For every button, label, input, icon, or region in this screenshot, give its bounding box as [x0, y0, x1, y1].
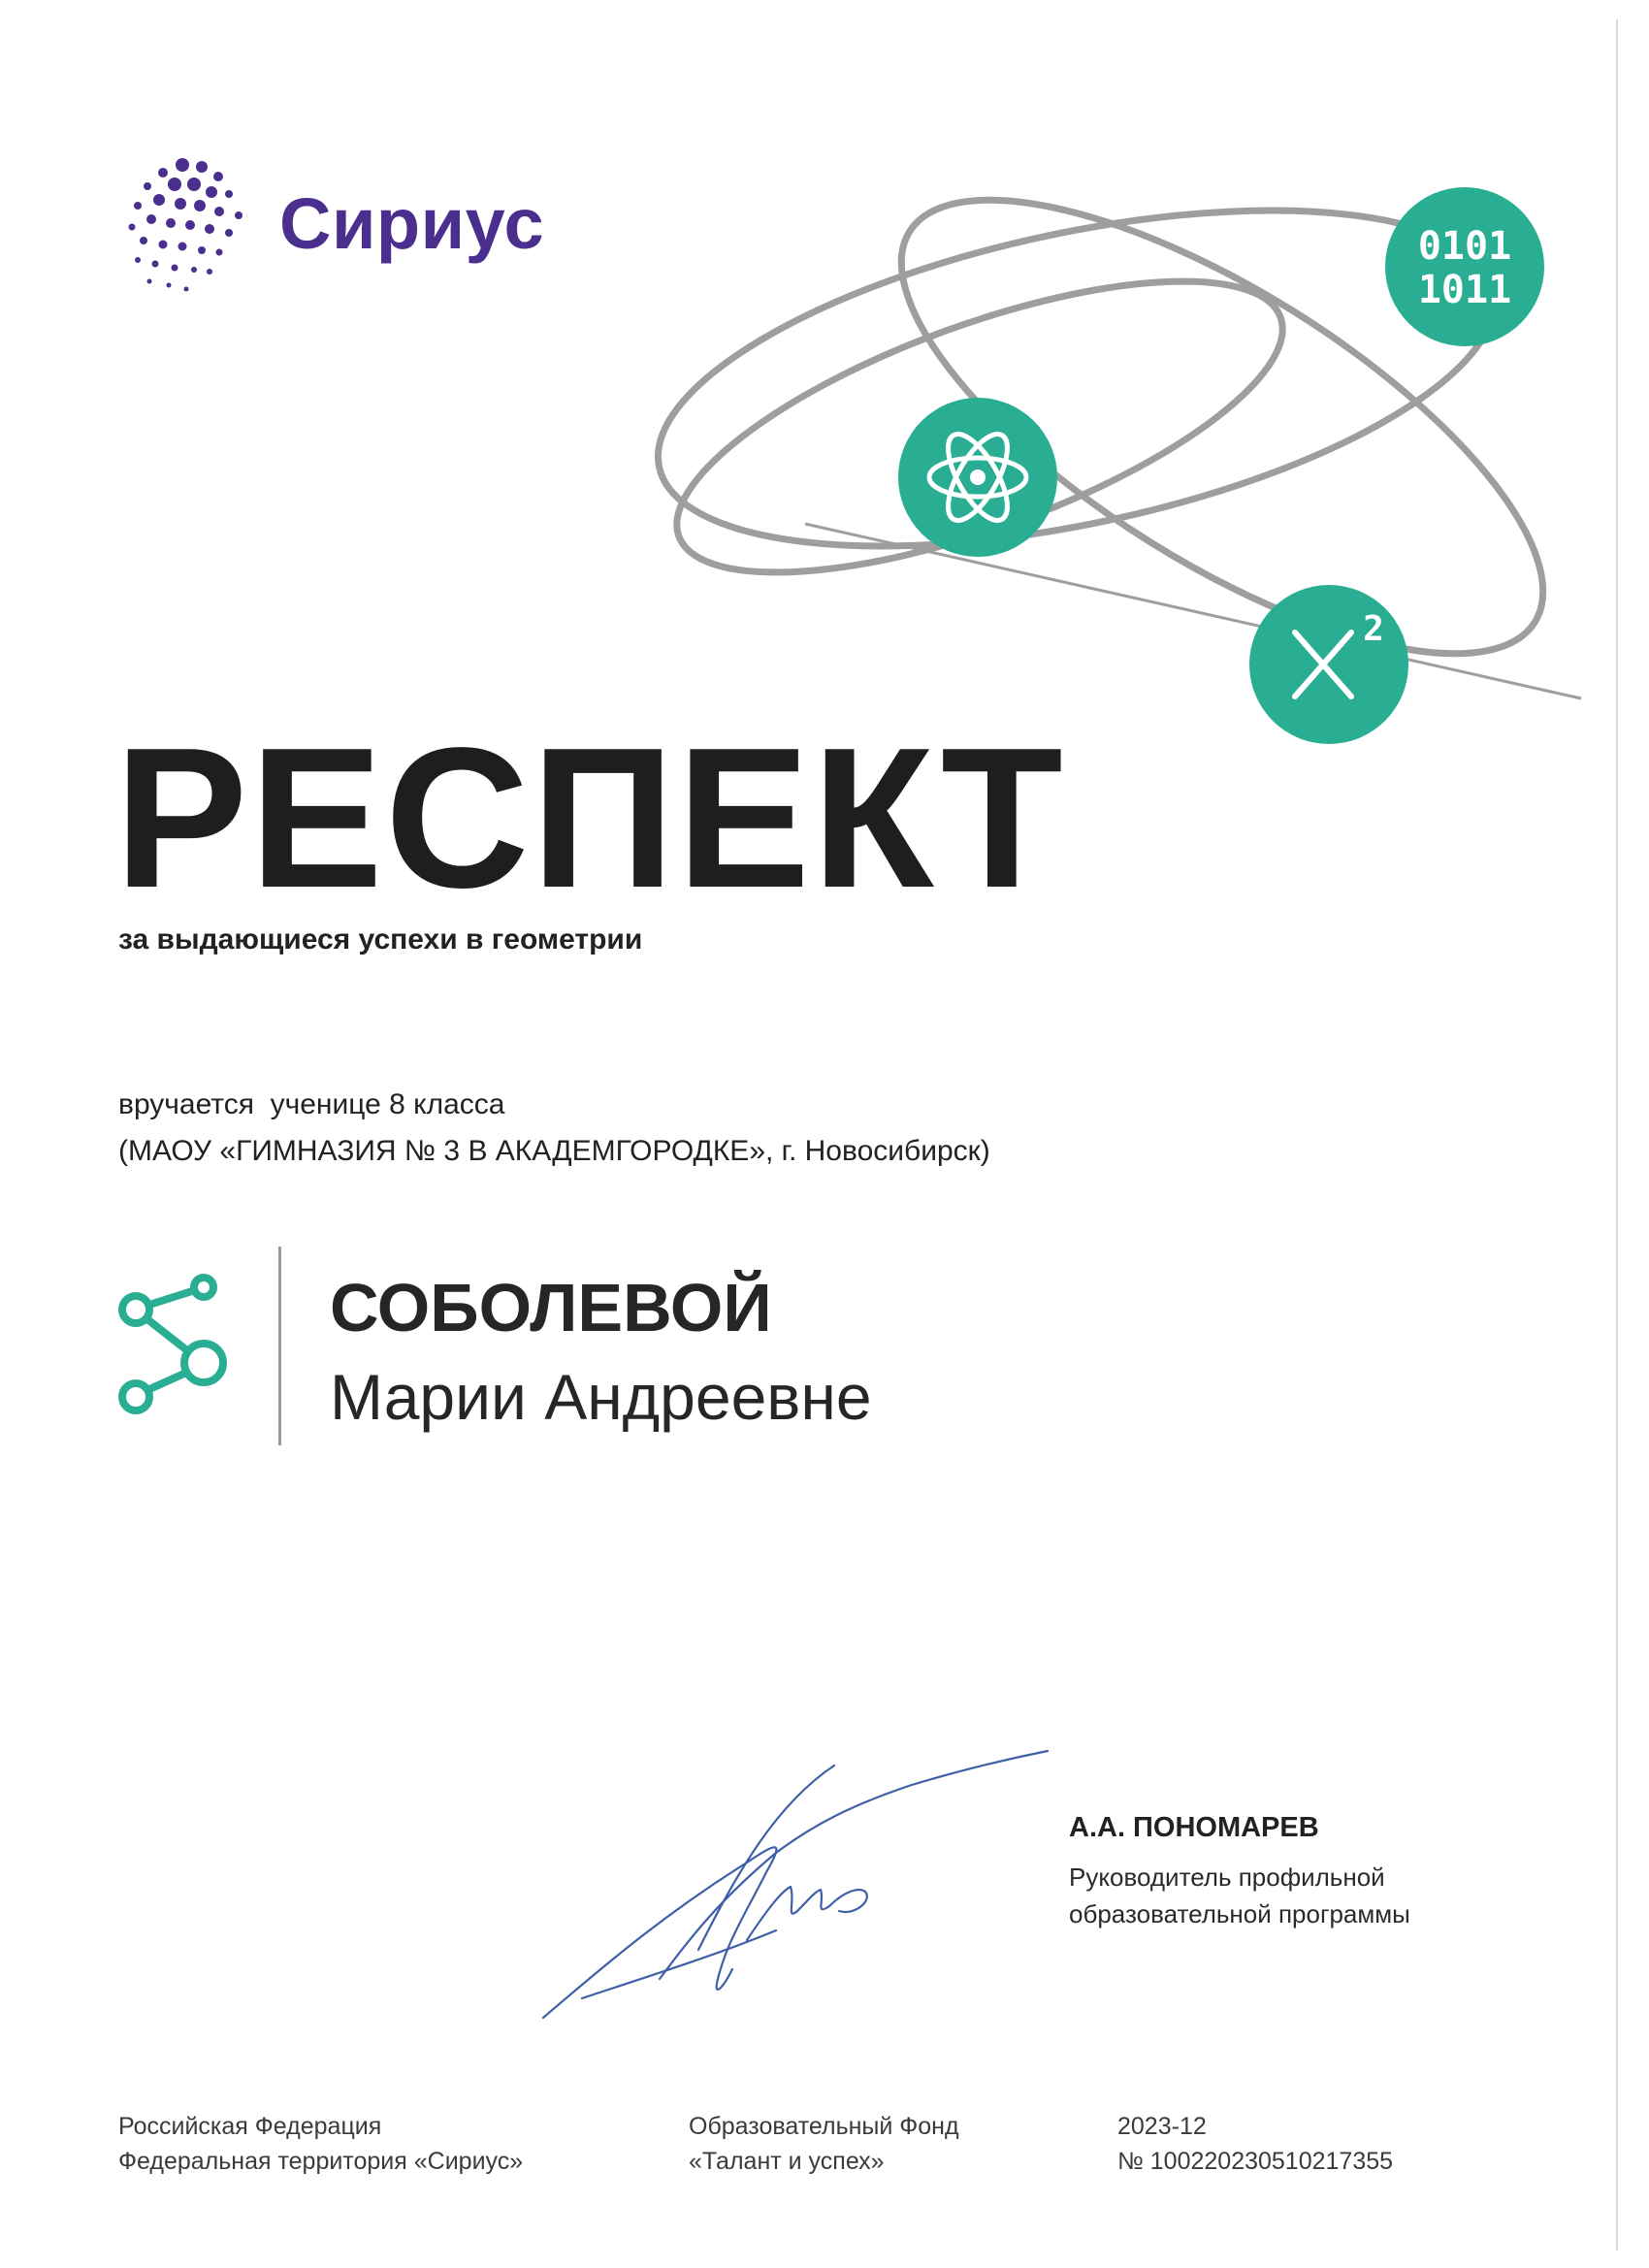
awarded-to-line: вручается ученице 8 класса: [118, 1088, 505, 1120]
certificate-subtitle: за выдающиеся успехи в геометрии: [118, 923, 643, 956]
footer-country: Российская Федерация: [118, 2113, 382, 2140]
science-orbit-decoration: [630, 136, 1610, 776]
binary-badge-icon: [1385, 187, 1544, 346]
footer-fund-line1: Образовательный Фонд: [689, 2113, 959, 2140]
atom-badge-icon: [898, 398, 1057, 557]
school-line: (МАОУ «ГИМНАЗИЯ № 3 В АКАДЕМГОРОДКЕ», г. Новосибирск): [118, 1135, 990, 1167]
orbit-thin-line: [805, 524, 1581, 698]
signatory-role-line1: Руководитель профильной: [1069, 1863, 1385, 1892]
badge-binary-line2: 1011: [1417, 268, 1512, 312]
logo-wordmark: Сириус: [279, 183, 545, 264]
recipient-divider: [278, 1247, 281, 1445]
footer-fund-line2: «Талант и успех»: [689, 2148, 885, 2175]
page-edge-line: [1616, 19, 1618, 2251]
footer-territory: Федеральная территория «Сириус»: [118, 2148, 524, 2175]
handwritten-signature: [524, 1746, 1067, 2037]
footer-date: 2023-12: [1117, 2113, 1207, 2140]
recipient-surname: СОБОЛЕВОЙ: [330, 1270, 772, 1345]
signatory-name: А.А. ПОНОМАРЕВ: [1069, 1812, 1319, 1843]
footer-certificate-number: № 100220230510217355: [1117, 2148, 1394, 2175]
badge-power-exponent: 2: [1363, 609, 1384, 649]
power-badge-icon: [1249, 585, 1408, 744]
certificate-title: РЕСПЕКТ: [114, 706, 1065, 929]
molecule-icon: [114, 1266, 241, 1426]
sirius-logo-icon: [116, 155, 262, 301]
signatory-role-line2: образовательной программы: [1069, 1899, 1410, 1928]
recipient-given-names: Марии Андреевне: [330, 1361, 872, 1433]
badge-binary-line1: 0101: [1417, 224, 1512, 269]
